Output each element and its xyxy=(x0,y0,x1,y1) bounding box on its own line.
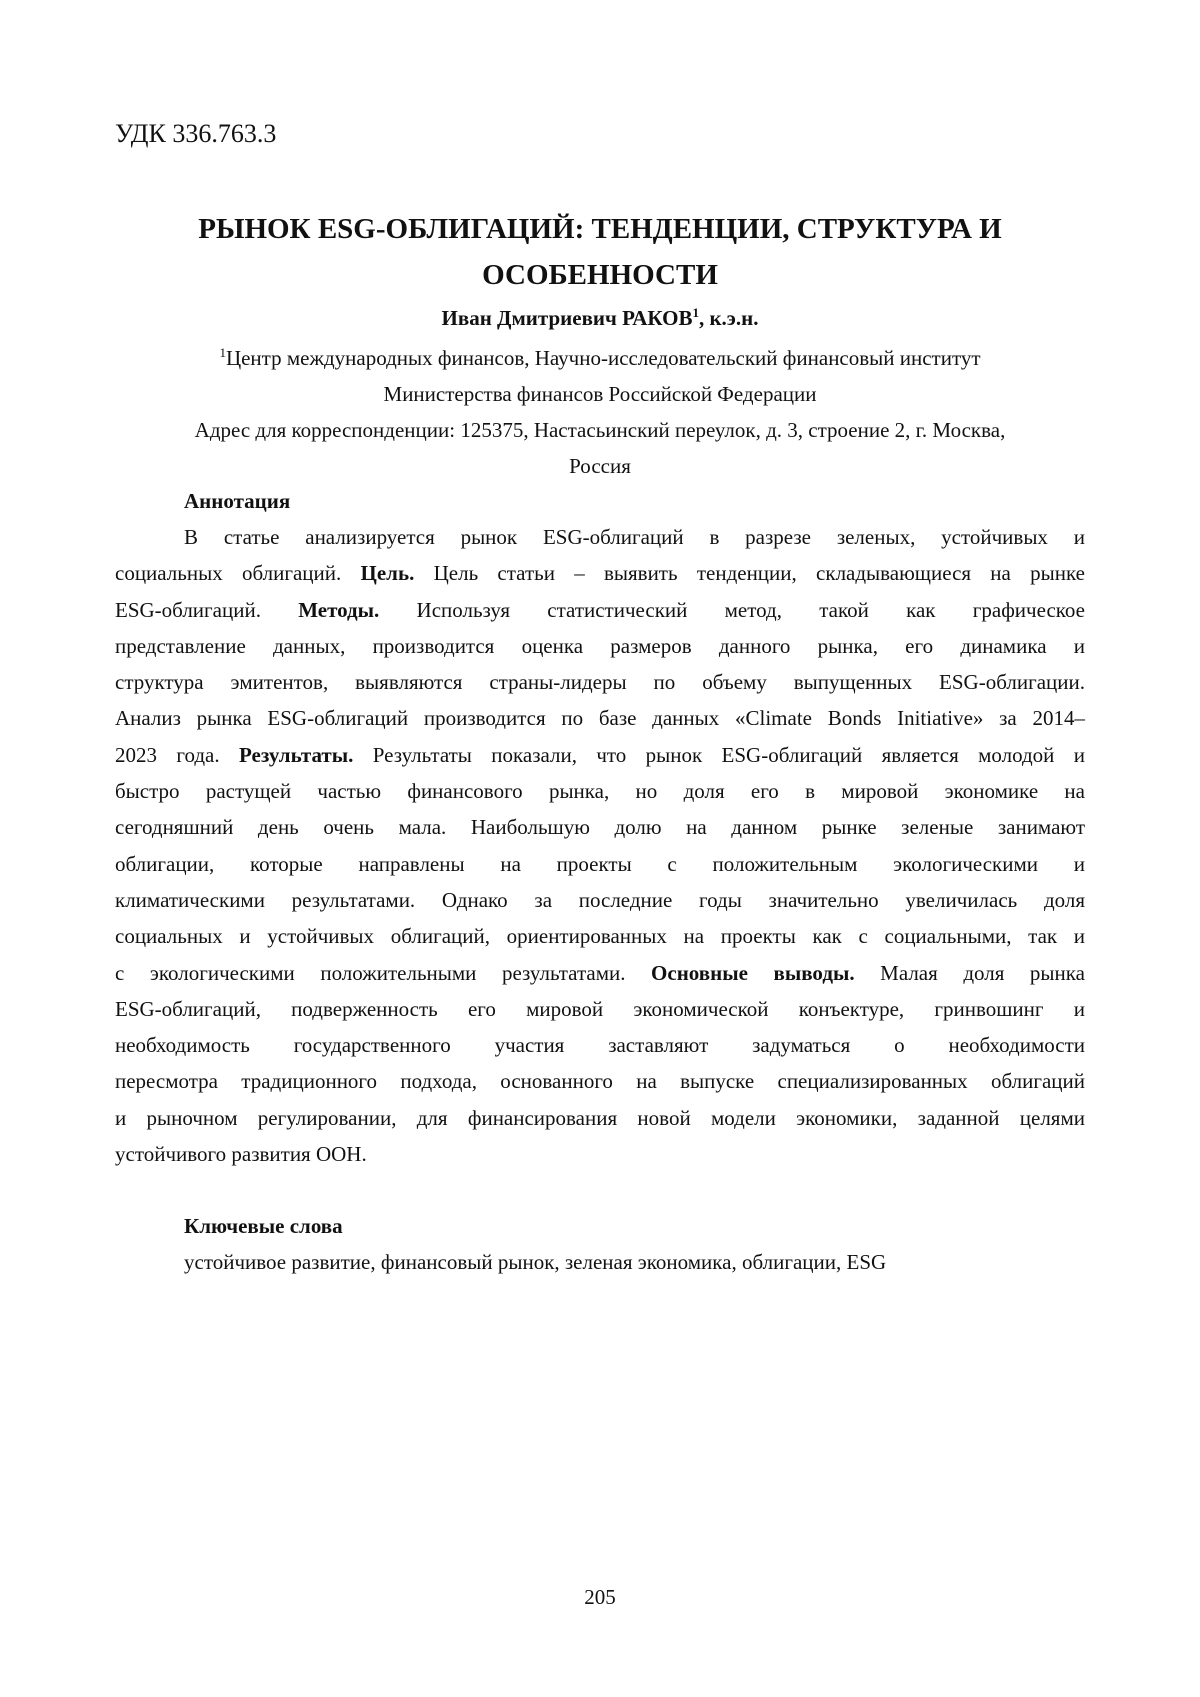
abstract-line: В статье анализируется рынок ESG-облигаций в разрезе зеленых, устойчивых и xyxy=(184,525,1085,549)
abstract-text: Цель статьи – выявить тенденции, складывающиеся на рынке xyxy=(414,561,1085,586)
abstract-line: структура эмитентов, выявляются страны-лидеры по объему выпущенных ESG-облигации. xyxy=(115,670,1085,695)
abstract-line xyxy=(115,737,1085,773)
affiliation-line-2: Министерства финансов Российской Федерации xyxy=(383,382,817,406)
abstract-text: 2023 года. xyxy=(115,742,239,767)
abstract-line xyxy=(115,592,1085,628)
abstract-line xyxy=(115,555,1085,591)
abstract-line: и рыночном регулировании, для финансирования новой модели экономики, заданной целями xyxy=(115,1105,1085,1130)
affiliation-text-1: Центр международных финансов, Научно-исследовательский финансовый институт xyxy=(225,346,981,370)
abstract-line: необходимость государственного участия заставляют задуматься о необходимости xyxy=(115,1033,1085,1058)
affiliation-line-1 xyxy=(115,340,1085,376)
author-degree: , к.э.н. xyxy=(698,306,759,330)
keywords-heading: Ключевые слова xyxy=(184,1214,343,1238)
abstract-line: облигации, которые направлены на проекты с положительным экологическими и xyxy=(115,851,1085,876)
affiliation-block xyxy=(115,340,1085,484)
abstract-text: Используя статистический метод, такой как графическое xyxy=(379,597,1085,622)
abstract-line: социальных и устойчивых облигаций, ориентированных на проекты как с социальными, так и xyxy=(115,924,1085,949)
abstract-text: Результаты показали, что рынок ESG-облигаций является молодой и xyxy=(353,742,1085,767)
abstract-text: социальных облигаций. xyxy=(115,561,361,586)
abstract-label-conclusions: Основные выводы. xyxy=(651,960,855,985)
address-line-1: Адрес для корреспонденции: 125375, Настасьинский переулок, д. 3, строение 2, г. Москва, xyxy=(194,418,1006,442)
abstract-line: пересмотра традиционного подхода, основанного на выпуске специализированных облигаций xyxy=(115,1069,1085,1094)
abstract-line: сегодняшний день очень мала. Наибольшую долю на данном рынке зеленые занимают xyxy=(115,815,1085,840)
abstract-text: Малая доля рынка xyxy=(854,960,1085,985)
abstract-label-methods: Методы. xyxy=(298,597,380,622)
abstract-text: с экологическими положительными результатами. xyxy=(115,960,652,985)
abstract-line: быстро растущей частью финансового рынка, но доля его в мировой экономике на xyxy=(115,779,1085,804)
abstract-label-goal: Цель. xyxy=(360,561,415,586)
keywords-text: устойчивое развитие, финансовый рынок, зеленая экономика, облигации, ESG xyxy=(184,1250,887,1274)
title-line-2: ОСОБЕННОСТИ xyxy=(482,259,718,291)
abstract-line: ESG-облигаций, подверженность его мировой экономической конъектуре, гринвошинг и xyxy=(115,996,1085,1021)
author-name: Иван Дмитриевич РАКОВ xyxy=(441,306,693,330)
page-number: 205 xyxy=(584,1585,616,1609)
affiliation-mark: 1 xyxy=(219,345,226,360)
author-affiliation-mark: 1 xyxy=(692,305,699,320)
abstract-line: Анализ рынка ESG-облигаций производится по базе данных «Climate Bonds Initiative» за 2014– xyxy=(115,706,1085,731)
udk-code: УДК 336.763.3 xyxy=(115,119,277,148)
article-title xyxy=(115,206,1085,298)
abstract-line xyxy=(115,955,1085,991)
abstract-line: представление данных, производится оценка размеров данного рынка, его динамика и xyxy=(115,633,1085,658)
abstract-text: ESG-облигаций. xyxy=(115,597,299,622)
abstract-heading: Аннотация xyxy=(184,489,291,513)
title-line-1: РЫНОК ESG-ОБЛИГАЦИЙ: ТЕНДЕНЦИИ, СТРУКТУРА И xyxy=(198,213,1002,245)
abstract-label-results: Результаты. xyxy=(238,742,354,767)
abstract-line: устойчивого развития ООН. xyxy=(115,1142,367,1167)
abstract-body xyxy=(115,519,1085,1172)
abstract-line: климатическими результатами. Однако за последние годы значительно увеличилась доля xyxy=(115,887,1085,912)
author-line xyxy=(115,304,1085,332)
address-line-2: Россия xyxy=(569,454,631,478)
